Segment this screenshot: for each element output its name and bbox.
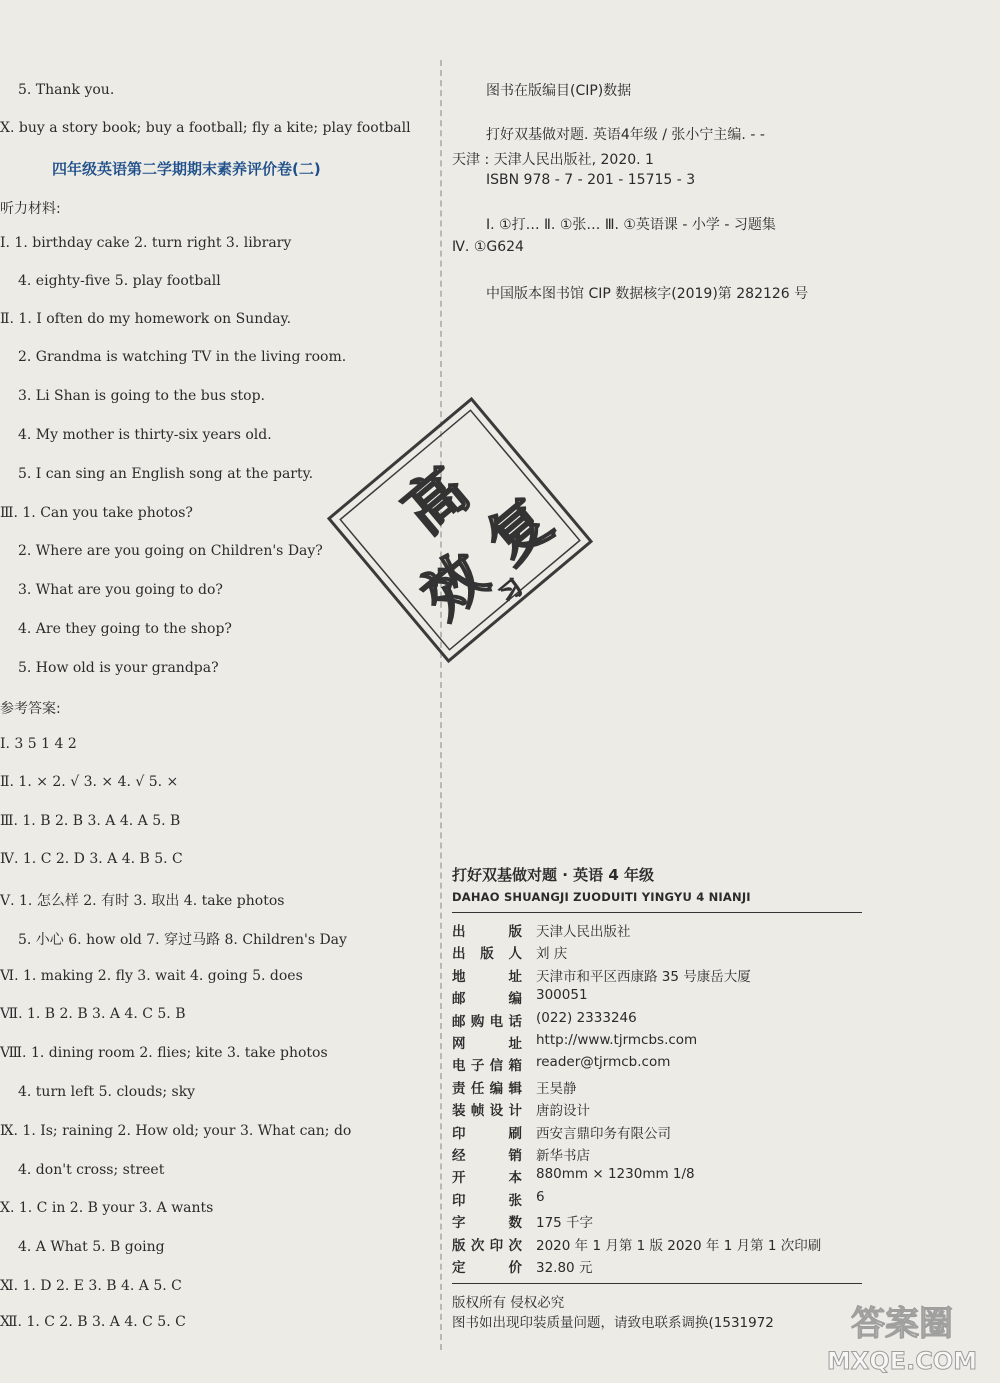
stamp-char: 复: [474, 485, 566, 578]
cip-line: ISBN 978 - 7 - 201 - 15715 - 3: [486, 172, 696, 188]
answer-line: 4. Are they going to the shop?: [18, 621, 232, 637]
cip-line: 打好双基做对题. 英语4年级 / 张小宁主编. - -: [486, 127, 765, 143]
publication-key: 网址: [452, 1036, 522, 1052]
publication-value: 300051: [536, 987, 588, 1004]
stamp-char: 高: [390, 455, 482, 548]
answer-line: Ⅱ. 1. × 2. √ 3. × 4. √ 5. ×: [0, 774, 179, 790]
colophon-column: [452, 0, 992, 1383]
publication-value: 王昊静: [536, 1080, 577, 1097]
publication-value: 新华书店: [536, 1148, 590, 1164]
publication-row: [452, 1144, 972, 1166]
answer-line: 5. 小心 6. how old 7. 穿过马路 8. Children's Day: [18, 932, 347, 948]
answer-line: Ⅴ. 1. 怎么样 2. 有时 3. 取出 4. take photos: [0, 893, 285, 909]
answer-line: 3. What are you going to do?: [18, 582, 223, 598]
publication-value: reader@tjrmcb.com: [536, 1054, 671, 1071]
publication-row: [452, 1122, 972, 1144]
stamp-char: 效: [409, 540, 501, 633]
listening-label: 听力材料:: [0, 201, 61, 217]
publication-value: 175 千字: [536, 1215, 594, 1232]
publication-key: 经销: [452, 1148, 522, 1164]
seal-stamp: [315, 385, 605, 675]
watermark-logo-text: 答案圈: [851, 1304, 953, 1344]
answer-line: 4. eighty-five 5. play football: [18, 273, 221, 289]
publication-value: 2020 年 1 月第 1 版 2020 年 1 月第 1 次印刷: [536, 1237, 822, 1254]
answer-line: 5. Thank you.: [18, 82, 115, 98]
publication-row: [452, 1010, 972, 1032]
publication-value: (022) 2333246: [536, 1009, 637, 1026]
publication-key: 版次印次: [452, 1237, 522, 1254]
publication-key: 印刷: [452, 1125, 522, 1142]
publication-row: [452, 987, 972, 1009]
answer-line: 3. Li Shan is going to the bus stop.: [18, 388, 266, 404]
publication-value: 880mm × 1230mm 1/8: [536, 1166, 695, 1183]
answer-line: Ⅷ. 1. dining room 2. flies; kite 3. take photos: [0, 1045, 328, 1061]
publication-row: [452, 920, 972, 942]
publication-row: [452, 1099, 972, 1121]
publication-key: 邮购电话: [452, 1013, 522, 1030]
publication-key: 开本: [452, 1170, 522, 1187]
answer-line: Ⅰ. 3 5 1 4 2: [0, 736, 77, 752]
publication-key: 字数: [452, 1215, 522, 1232]
publication-row: [452, 942, 972, 964]
publication-key: 印张: [452, 1192, 522, 1209]
publication-value: 32.80 元: [536, 1260, 593, 1276]
publication-value: 西安言鼎印务有限公司: [536, 1125, 671, 1142]
answer-line: Ⅻ. 1. C 2. B 3. A 4. C 5. C: [0, 1314, 186, 1330]
answer-line: 4. turn left 5. clouds; sky: [18, 1084, 196, 1100]
publication-key: 出版: [452, 924, 522, 940]
title-rule: [452, 912, 862, 913]
cip-line: 中国版本图书馆 CIP 数据核字(2019)第 282126 号: [486, 286, 809, 302]
publication-row: [452, 1189, 972, 1211]
publication-row: [452, 1256, 972, 1278]
publication-key: 邮编: [452, 991, 522, 1008]
answer-line: 5. How old is your grandpa?: [18, 660, 219, 676]
publication-key: 出版人: [452, 946, 522, 963]
publication-row: [452, 1032, 972, 1054]
answer-line: Ⅸ. 1. Is; raining 2. How old; your 3. What can; do: [0, 1123, 352, 1139]
publication-row: [452, 1211, 972, 1233]
publication-key: 地址: [452, 968, 522, 985]
answer-line: Ⅺ. 1. D 2. E 3. B 4. A 5. C: [0, 1278, 182, 1294]
answer-line: Ⅵ. 1. making 2. fly 3. wait 4. going 5. does: [0, 968, 303, 984]
answer-column: [0, 0, 440, 1383]
answer-line: 2. Grandma is watching TV in the living room.: [18, 349, 347, 365]
publication-value: 6: [536, 1188, 545, 1205]
rights-rule: [452, 1283, 862, 1284]
publication-value: 天津人民出版社: [536, 924, 631, 940]
publication-key: 责任编辑: [452, 1080, 522, 1097]
publication-key: 装帧设计: [452, 1103, 522, 1120]
cip-line: Ⅰ. ①打… Ⅱ. ①张… Ⅲ. ①英语课 - 小学 - 习题集: [486, 217, 776, 233]
publication-value: http://www.tjrmcbs.com: [536, 1032, 698, 1048]
answer-line: 4. don't cross; street: [18, 1162, 165, 1178]
site-watermark: [782, 1295, 992, 1375]
cip-line: Ⅳ. ①G624: [452, 239, 524, 255]
answer-line: Ⅹ. 1. C in 2. B your 3. A wants: [0, 1200, 214, 1216]
watermark-url: MXQE.COM: [826, 1347, 978, 1375]
stamp-char: 习: [495, 575, 529, 609]
publication-row: [452, 1234, 972, 1256]
publication-value: 刘 庆: [536, 946, 568, 963]
publication-value: 天津市和平区西康路 35 号康岳大厦: [536, 968, 751, 985]
section-heading: 四年级英语第二学期期末素养评价卷(二): [52, 160, 321, 178]
publication-key: 电子信箱: [452, 1058, 522, 1075]
publication-value: 唐韵设计: [536, 1103, 590, 1120]
answer-line: 5. I can sing an English song at the party.: [18, 466, 314, 482]
answers-label: 参考答案:: [0, 701, 61, 717]
answer-line: X. buy a story book; buy a football; fly a kite; play football: [0, 120, 411, 136]
answer-line: 4. A What 5. B going: [18, 1239, 165, 1255]
answer-line: 2. Where are you going on Children's Day?: [18, 543, 323, 559]
answer-line: Ⅰ. 1. birthday cake 2. turn right 3. library: [0, 235, 292, 251]
cip-title: 图书在版编目(CIP)数据: [486, 83, 632, 99]
publication-row: [452, 1077, 972, 1099]
rights-text: 版权所有 侵权必究: [452, 1295, 565, 1311]
book-title: 打好双基做对题 · 英语 4 年级: [452, 866, 655, 884]
answer-line: Ⅱ. 1. I often do my homework on Sunday.: [0, 311, 292, 327]
publication-key: 定价: [452, 1260, 522, 1276]
publication-row: [452, 1166, 972, 1188]
cip-line: 天津 : 天津人民出版社, 2020. 1: [452, 152, 654, 168]
answer-line: Ⅶ. 1. B 2. B 3. A 4. C 5. B: [0, 1006, 186, 1022]
answer-line: 4. My mother is thirty-six years old.: [18, 427, 272, 443]
column-divider: [440, 60, 443, 1350]
answer-line: Ⅲ. 1. B 2. B 3. A 4. A 5. B: [0, 813, 181, 829]
publication-row: [452, 965, 972, 987]
answer-line: Ⅲ. 1. Can you take photos?: [0, 505, 193, 521]
publication-row: [452, 1054, 972, 1076]
quality-notice: 图书如出现印装质量问题，请致电联系调换(1531972: [452, 1315, 774, 1331]
answer-line: Ⅳ. 1. C 2. D 3. A 4. B 5. C: [0, 851, 183, 867]
book-title-pinyin: DAHAO SHUANGJI ZUODUITI YINGYU 4 NIANJI: [452, 890, 751, 904]
